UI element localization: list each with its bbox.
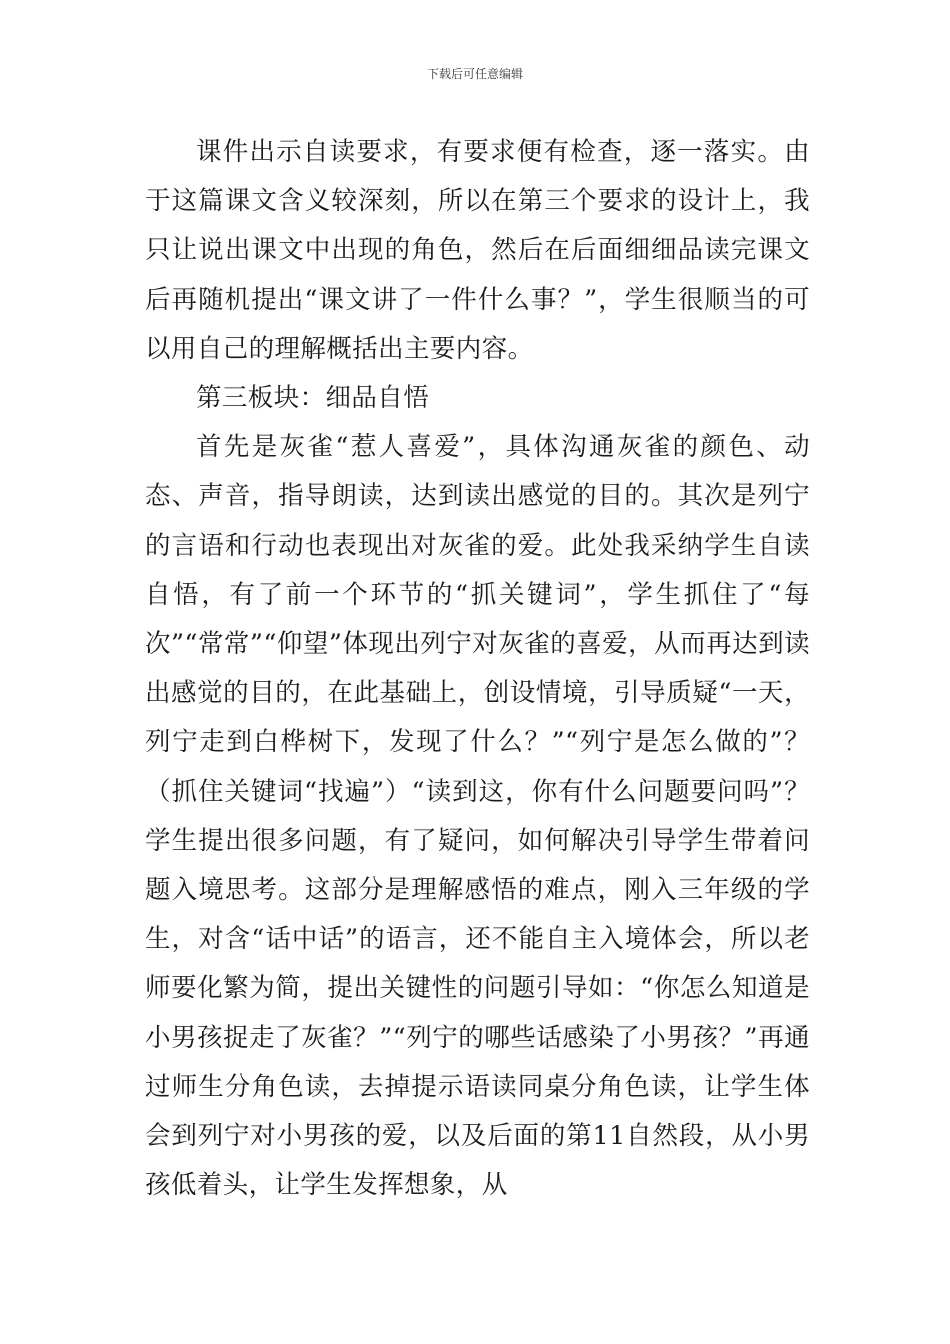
paragraph-reading-requirements: 课件出示自读要求，有要求便有检查，逐一落实。由于这篇课文含义较深刻，所以在第三个要求的设计上，我只让说出课文中出现的角色，然后在后面细细品读完课文后再随机提出“课文讲了一件什么事？”，学生很顺当的可以用自己的理解概括出主要内容。: [145, 137, 810, 364]
document-body: [145, 128, 810, 1210]
section-heading: 第三板块：细品自悟: [196, 383, 430, 414]
page-header: 下载后可任意编辑: [426, 67, 523, 81]
paragraph-close-reading: 首先是灰雀“惹人喜爱”，具体沟通灰雀的颜色、动态、声音，指导朗读，达到读出感觉的目的。其次是列宁的言语和行动也表现出对灰雀的爱。此处我采纳学生自读自悟，有了前一个环节的“抓关键词”，学生抓住了“每次”“常常”“仰望”体现出列宁对灰雀的喜爱，从而再达到读出感觉的目的，在此基础上，创设情境，引导质疑“一天，列宁走到白桦树下，发现了什么？”“列宁是怎么做的”？（抓住关键词“找遍”）“读到这，你有什么问题要问吗”？学生提出很多问题，有了疑问，如何解决引导学生带着问题入境思考。这部分是理解感悟的难点，刚入三年级的学生，对含“话中话”的语言，还不能自主入境体会，所以老师要化繁为简，提出关键性的问题引导如：“你怎么知道是小男孩捉走了灰雀？”“列宁的哪些话感染了小男孩？”再通过师生分角色读，去掉提示语读同桌分角色读，让学生体会到列宁对小男孩的爱，以及后面的第11自然段，从小男孩低着头，让学生发挥想象，从: [145, 432, 810, 1201]
